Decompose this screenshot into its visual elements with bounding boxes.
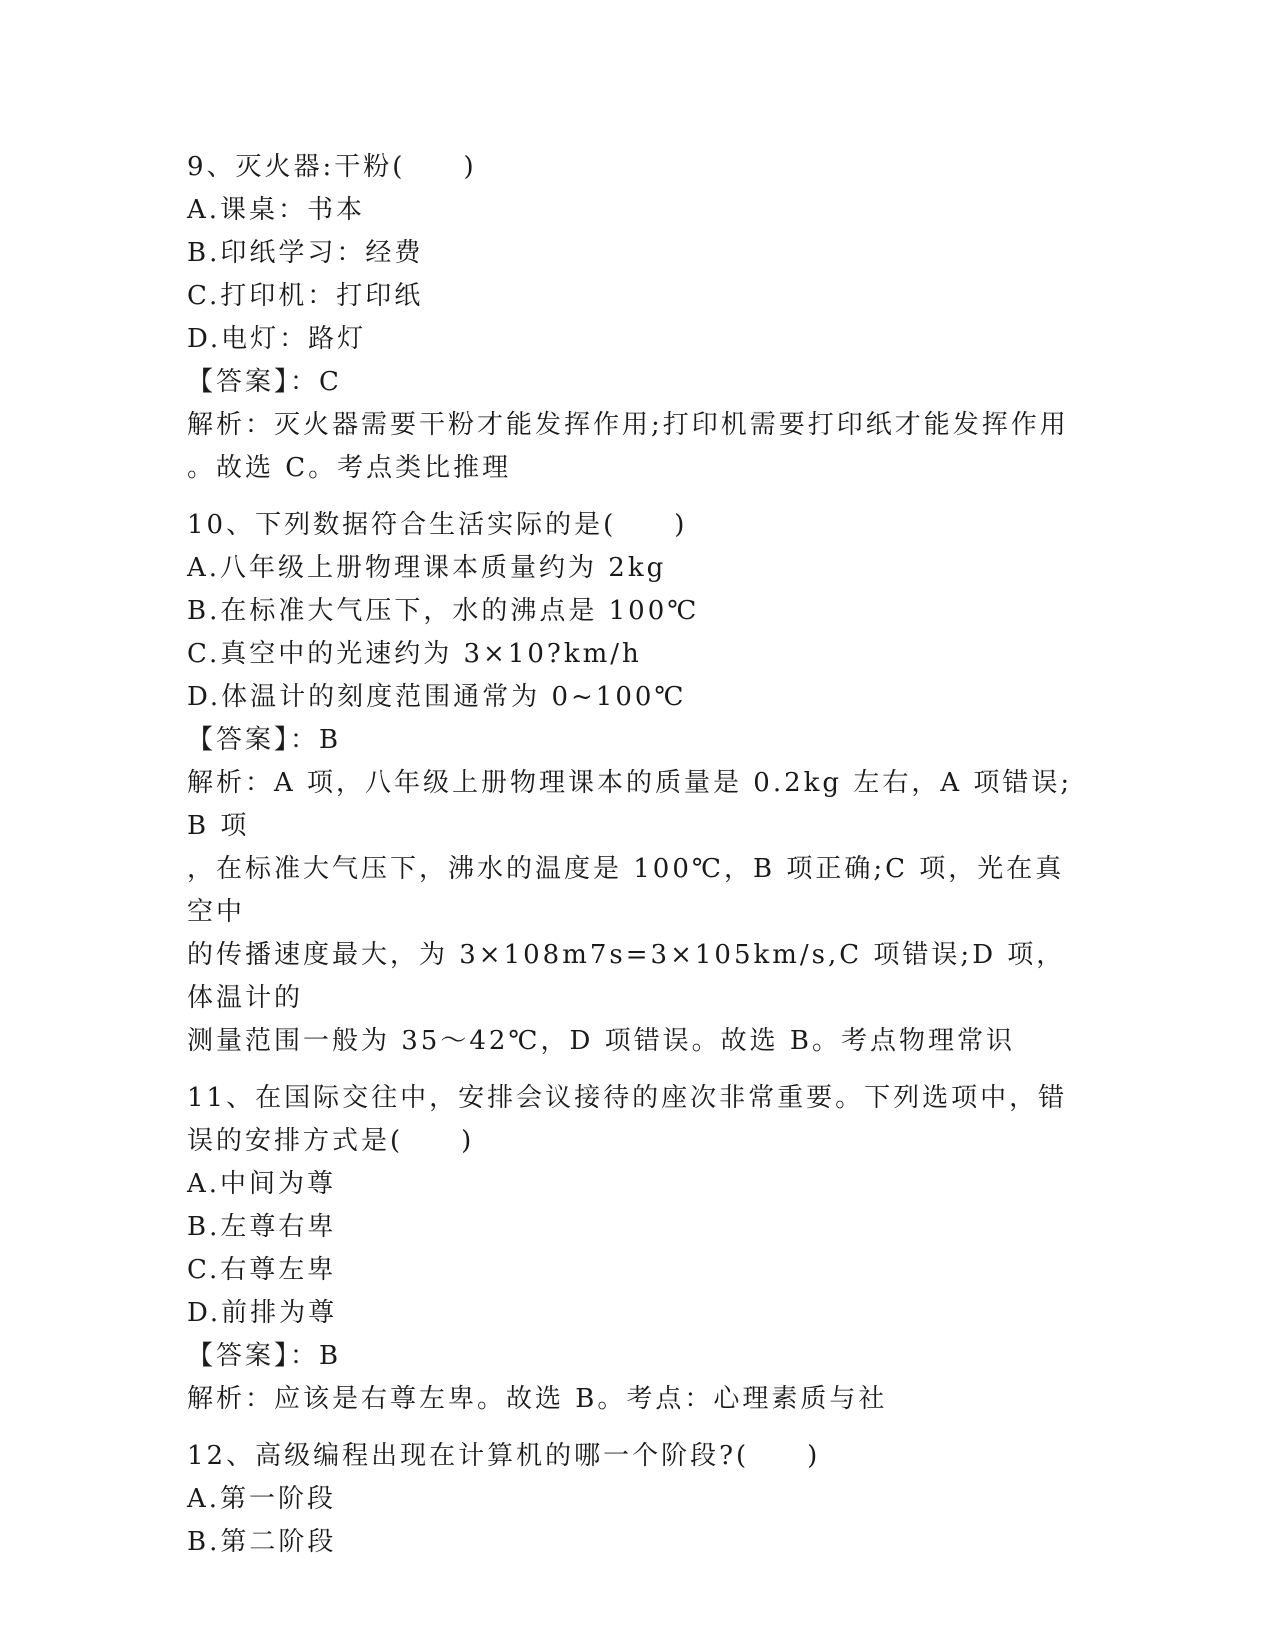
question-stem-line: 11、在国际交往中，安排会议接待的座次非常重要。下列选项中，错 [187, 1083, 1068, 1113]
question-9 [187, 146, 1087, 490]
explanation-line: 。故选 C。考点类比推理 [187, 453, 512, 483]
question-10 [187, 504, 1087, 1063]
question-list [187, 146, 1087, 1564]
option-b: B.左尊右卑 [187, 1212, 337, 1242]
answer-value: C [319, 367, 342, 397]
explanation-line: ，在标准大气压下，沸水的温度是 100℃，B 项正确;C 项，光在真空中 [187, 854, 1065, 927]
answer-value: B [319, 1341, 342, 1371]
explanation-line: 的传播速度最大，为 3×108m7s=3×105km/s,C 项错误;D 项，体温计的 [187, 940, 1066, 1013]
explanation-line: 解析：应该是右尊左卑。故选 B。考点：心理素质与社 [187, 1384, 888, 1414]
option-b: B.印纸学习：经费 [187, 238, 424, 268]
option-b: B.第二阶段 [187, 1527, 337, 1557]
explanation-line: 解析：A 项，八年级上册物理课本的质量是 0.2kg 左右，A 项错误;B 项 [187, 768, 1073, 841]
option-a: A.课桌：书本 [187, 195, 366, 225]
question-11 [187, 1077, 1087, 1421]
explanation-line: 解析：灭火器需要干粉才能发挥作用;打印机需要打印纸才能发挥作用 [187, 410, 1069, 440]
question-12 [187, 1435, 1087, 1564]
answer-line [187, 719, 1087, 762]
option-a: A.八年级上册物理课本质量约为 2kg [187, 553, 667, 583]
answer-label: 【答案】： [187, 1341, 320, 1371]
option-a: A.第一阶段 [187, 1484, 337, 1514]
option-d: D.前排为尊 [187, 1298, 338, 1328]
option-a: A.中间为尊 [187, 1169, 337, 1199]
option-c: C.右尊左卑 [187, 1255, 337, 1285]
answer-line [187, 1335, 1087, 1378]
option-c: C.打印机：打印纸 [187, 281, 424, 311]
answer-label: 【答案】： [187, 367, 320, 397]
answer-label: 【答案】： [187, 725, 320, 755]
option-b: B.在标准大气压下，水的沸点是 100℃ [187, 596, 700, 626]
option-c: C.真空中的光速约为 3×10?km/h [187, 639, 642, 669]
answer-line [187, 361, 1087, 404]
option-d: D.电灯：路灯 [187, 324, 367, 354]
question-stem: 12、高级编程出现在计算机的哪一个阶段?( ) [187, 1441, 821, 1471]
question-stem: 10、下列数据符合生活实际的是( ) [187, 510, 688, 540]
explanation-line: 测量范围一般为 35～42℃，D 项错误。故选 B。考点物理常识 [187, 1026, 1015, 1056]
question-stem: 9、灭火器:干粉( ) [187, 152, 477, 182]
option-d: D.体温计的刻度范围通常为 0~100℃ [187, 682, 687, 712]
answer-value: B [319, 725, 342, 755]
question-stem-line: 误的安排方式是( ) [187, 1126, 475, 1156]
